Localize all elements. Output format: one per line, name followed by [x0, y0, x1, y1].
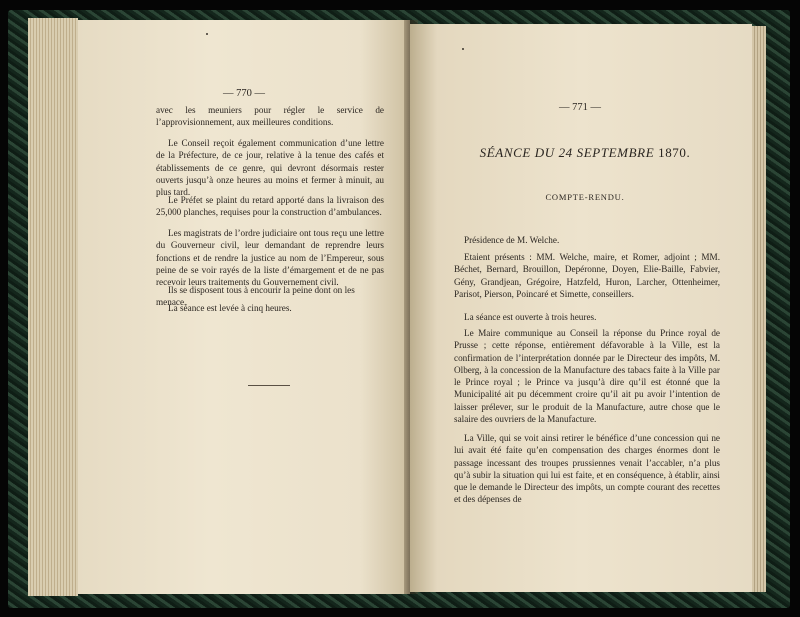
report-heading: COMPTE-RENDU. [545, 192, 625, 202]
paragraph: avec les meuniers pour régler le service de l’approvisionnement, aux meilleures conditions. [156, 105, 384, 128]
left-page-edges [28, 18, 78, 596]
paragraph: Etaient présents : MM. Welche, maire, et Romer, adjoint ; MM. Béchet, Bernard, Brouillon, Depéronne, Doyen, Elie-Baille, Fabvier, Gény, Grandjean, Grégoire, Hatzfeld, Huron, Larcher, Ottenheimer, Parisot, Pierson, Poincaré et Simette, conseillers. [454, 252, 720, 299]
paragraph: Présidence de M. Welche. [464, 235, 560, 245]
paragraph: La Ville, qui se voit ainsi retirer le bénéfice d’une concession qui ne lui avait été faite qu’en compensation des charges énormes dont le passage incessant des troupes prussiennes venait l’accabler, n’a plus qu’à subir la situation qui lui est faite, et en conséquence, à établir, ainsi que le demande le Directeur des impôts, un compte courant des recettes et des dépenses de [454, 433, 720, 505]
session-title-year: 1870. [658, 145, 691, 160]
right-page-edges [752, 26, 766, 592]
ink-speck [206, 33, 208, 35]
left-page [78, 20, 410, 594]
paragraph: La séance est ouverte à trois heures. [464, 312, 597, 322]
session-title [450, 145, 720, 161]
right-page [410, 24, 752, 592]
paragraph: Le Maire communique au Conseil la réponse du Prince royal de Prusse ; cette réponse, entièrement défavorable à la Ville, est la confirmation de l’interprétation donnée par le Directeur des impôts, M. Olberg, à la concession de la Manufacture des tabacs faite à la Ville par le Prince royal ; le Prince va jusqu’à dire qu’il est étonné que la Municipalité ait pu décemment croire qu’il ait pu avoir l’intention de laisser prélever, sur le produit de la Manufacture, autre chose que le salaire des ouvriers de la Manufacture. [454, 328, 720, 425]
closing-rule [248, 385, 290, 386]
page-number: — 770 — [223, 88, 265, 99]
session-title-text: SÉANCE DU 24 SEPTEMBRE [479, 145, 655, 160]
paragraph: La séance est levée à cinq heures. [168, 303, 292, 313]
paragraph: Le Préfet se plaint du retard apporté dans la livraison des 25,000 planches, requises pour la construction d’ambulances. [156, 195, 384, 218]
paragraph: Les magistrats de l’ordre judiciaire ont tous reçu une lettre du Gouverneur civil, leur demandant de reprendre leurs fonctions et de rendre la justice au nom de l’Empereur, sous peine de se voir rayés de la liste d’émargement et de ne pas recevoir leurs traitements du Gouvernement civil. [156, 228, 384, 288]
paragraph: Le Conseil reçoit également communication d’une lettre de la Préfecture, de ce jour, relative à la tenue des cafés et établissements de ce genre, qui devront désormais rester ouverts jusqu’à onze heures au moins et fermer à minuit, au plus tard. [156, 138, 384, 198]
paragraph: Ils se disposent tous à encourir la peine dont on les menace. [156, 285, 355, 308]
page-number: — 771 — [559, 102, 601, 113]
ink-speck [462, 48, 464, 50]
